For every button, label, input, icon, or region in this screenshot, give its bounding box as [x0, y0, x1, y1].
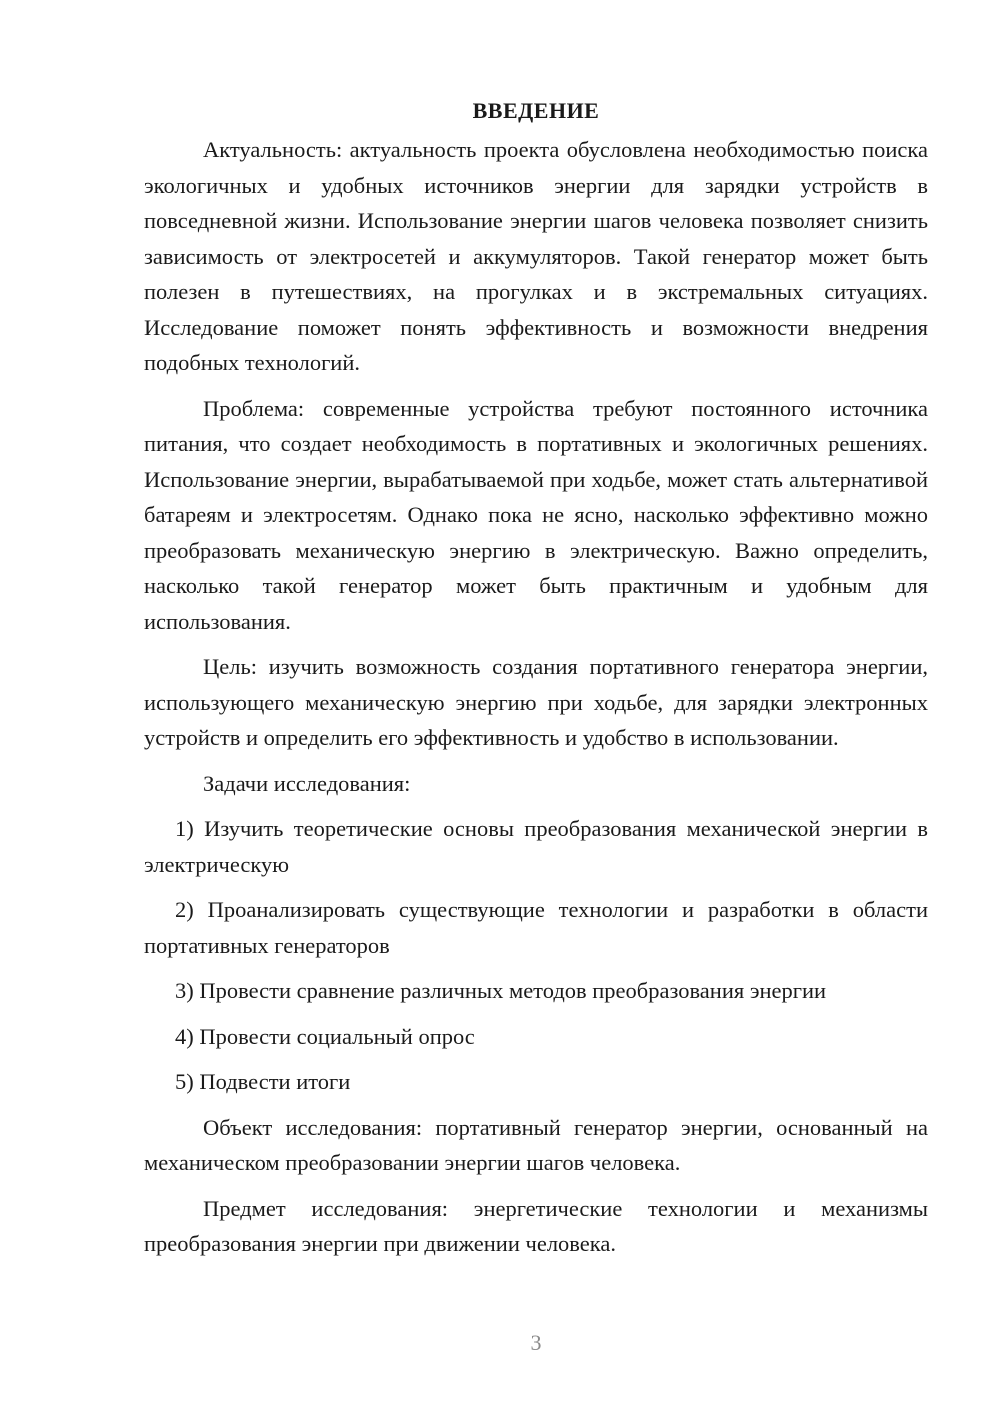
relevance-paragraph: Актуальность: актуальность проекта обусловлена необходимостью поиска экологичных и удобных источников энергии для зарядки устройств в повседневной жизни. Использование энергии шагов человека позволяет снизить зависимость от электросетей и аккумуляторов. Такой генератор может быть полезен в путешествиях, на прогулках и в экстремальных ситуациях. Исследование поможет понять эффективность и возможности внедрения подобных технологий. — [144, 137, 928, 375]
task-item-2: 2) Проанализировать существующие технологии и разработки в области портативных генераторов — [144, 897, 928, 958]
page-number: 3 — [530, 1330, 542, 1355]
goal-paragraph: Цель: изучить возможность создания портативного генератора энергии, использующего механическую энергию при ходьбе, для зарядки электронных устройств и определить его эффективность и удобство в использовании. — [144, 654, 928, 750]
task-item-4: 4) Провести социальный опрос — [175, 1023, 475, 1049]
object-paragraph: Объект исследования: портативный генератор энергии, основанный на механическом преобразовании энергии шагов человека. — [144, 1114, 928, 1175]
task-item-3: 3) Провести сравнение различных методов преобразования энергии — [175, 978, 827, 1003]
section-heading: ВВЕДЕНИЕ — [472, 98, 600, 123]
subject-paragraph: Предмет исследования: энергетические технологии и механизмы преобразования энергии при движении человека. — [144, 1195, 928, 1256]
task-item-5: 5) Подвести итоги — [175, 1069, 351, 1094]
page-content — [144, 96, 928, 1272]
tasks-heading: Задачи исследования: — [203, 770, 411, 796]
task-item-1: 1) Изучить теоретические основы преобразования механической энергии в электрическую — [144, 816, 928, 877]
problem-paragraph: Проблема: современные устройства требуют постоянного источника питания, что создает необходимость в портативных и экологичных решениях. Использование энергии, вырабатываемой при ходьбе, может стать альтернативой батареям и электросетям. Однако пока не ясно, насколько эффективно можно преобразовать механическую энергию в электрическую. Важно определить, насколько такой генератор может быть практичным и удобным для использования. — [144, 395, 928, 634]
